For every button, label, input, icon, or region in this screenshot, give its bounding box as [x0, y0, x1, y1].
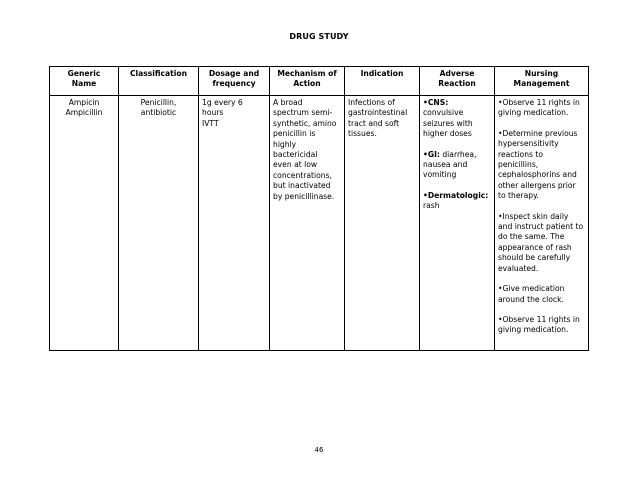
- nursing-item: •Observe 11 rights in giving medication.: [498, 98, 580, 118]
- header-dosage-frequency: Dosage and frequency: [199, 67, 270, 96]
- header-generic-name: Generic Name: [50, 67, 119, 96]
- page-number: 46: [314, 446, 324, 454]
- header-nursing-management: Nursing Management: [495, 67, 589, 96]
- table-header-row: [50, 67, 589, 96]
- adverse-item-dermatologic: [423, 191, 491, 212]
- nursing-item: •Inspect skin daily and instruct patient to do the same. The appearance of rash should be carefully evaluated.: [498, 211, 584, 273]
- table-row: [50, 96, 589, 351]
- header-mechanism-of-action: Mechanism of Action: [270, 67, 345, 96]
- adverse-text-dermatologic: rash: [423, 201, 440, 211]
- header-adverse-reaction: Adverse Reaction: [420, 67, 495, 96]
- nursing-item: •Determine previous hypersensitivity reactions to penicillins, cephalosphorins and other allergens prior to therapy.: [498, 128, 578, 201]
- adverse-label-dermatologic: •Dermatologic:: [423, 190, 489, 200]
- cell-dosage: 1g every 6 hours IVTT: [199, 96, 270, 351]
- cell-adverse-reaction: [420, 96, 495, 351]
- cell-mechanism: A broad spectrum semi- synthetic, amino penicillin is highly bactericidal even at low concentrations, but inactivated by penicillinase.: [270, 96, 345, 351]
- cell-indication: Infections of gastrointestinal tract and soft tissues.: [345, 96, 420, 351]
- header-classification: Classification: [119, 67, 199, 96]
- adverse-text-gi: diarrhea, nausea and vomiting: [423, 149, 477, 180]
- drug-study-table: [49, 66, 589, 351]
- adverse-item-cns: [423, 98, 491, 140]
- page-title: DRUG STUDY: [289, 32, 349, 41]
- cell-generic-name: Ampicin Ampicillin: [50, 96, 119, 351]
- cell-nursing-management: [495, 96, 589, 351]
- cell-classification: Penicillin, antibiotic: [119, 96, 199, 351]
- nursing-item: •Observe 11 rights in giving medication.: [498, 314, 580, 335]
- adverse-text-cns: convulsive seizures with higher doses: [423, 108, 473, 139]
- adverse-item-gi: [423, 150, 491, 181]
- nursing-item: •Give medication around the clock.: [498, 284, 565, 304]
- adverse-label-cns: •CNS:: [423, 98, 449, 107]
- adverse-label-gi: •GI:: [423, 149, 440, 159]
- header-indication: Indication: [345, 67, 420, 96]
